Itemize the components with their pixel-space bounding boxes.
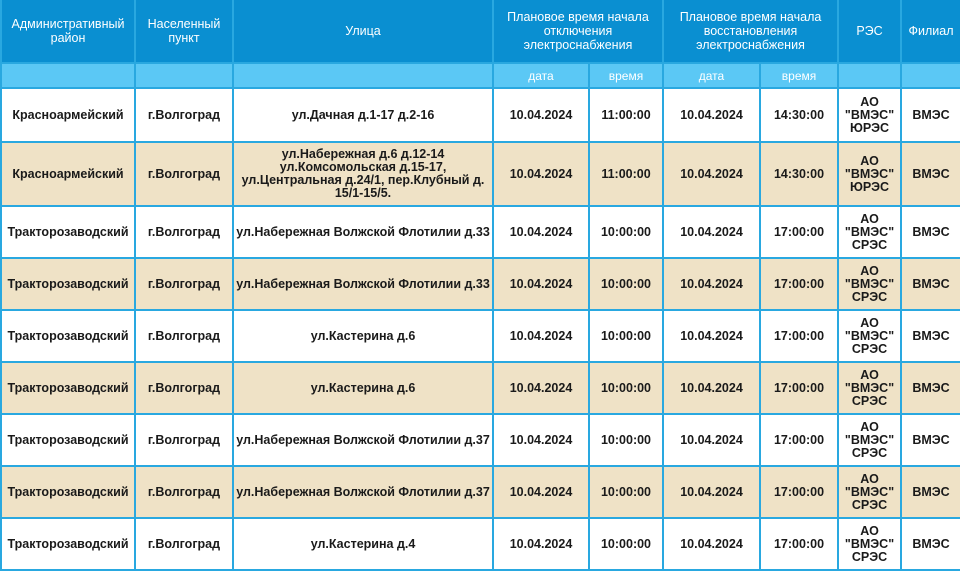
header-row [1, 0, 960, 63]
table-row [1, 258, 960, 310]
table-row [1, 466, 960, 518]
cell-locality: г.Волгоград [135, 518, 233, 570]
cell-branch: ВМЭС [901, 206, 960, 258]
subheader-empty [233, 63, 493, 88]
subheader-empty [1, 63, 135, 88]
cell-on-time: 17:00:00 [760, 206, 838, 258]
cell-on-date: 10.04.2024 [663, 88, 760, 142]
cell-off-date: 10.04.2024 [493, 258, 589, 310]
cell-off-date: 10.04.2024 [493, 466, 589, 518]
cell-on-time: 17:00:00 [760, 414, 838, 466]
cell-locality: г.Волгоград [135, 466, 233, 518]
cell-res: АО "ВМЭС" ЮРЭС [838, 88, 901, 142]
cell-branch: ВМЭС [901, 518, 960, 570]
cell-district: Тракторозаводский [1, 362, 135, 414]
cell-district: Красноармейский [1, 142, 135, 206]
table-row [1, 206, 960, 258]
cell-on-time: 17:00:00 [760, 258, 838, 310]
cell-branch: ВМЭС [901, 362, 960, 414]
cell-off-date: 10.04.2024 [493, 414, 589, 466]
cell-street: ул.Кастерина д.4 [233, 518, 493, 570]
table-row [1, 310, 960, 362]
cell-off-time: 11:00:00 [589, 88, 663, 142]
cell-district: Тракторозаводский [1, 414, 135, 466]
cell-street: ул.Кастерина д.6 [233, 362, 493, 414]
cell-street: ул.Набережная Волжской Флотилии д.37 [233, 414, 493, 466]
cell-off-date: 10.04.2024 [493, 310, 589, 362]
cell-locality: г.Волгоград [135, 88, 233, 142]
cell-off-time: 10:00:00 [589, 310, 663, 362]
table-row [1, 414, 960, 466]
cell-res: АО "ВМЭС" СРЭС [838, 414, 901, 466]
cell-res: АО "ВМЭС" ЮРЭС [838, 142, 901, 206]
cell-on-time: 14:30:00 [760, 142, 838, 206]
cell-district: Тракторозаводский [1, 258, 135, 310]
cell-on-date: 10.04.2024 [663, 258, 760, 310]
cell-off-date: 10.04.2024 [493, 142, 589, 206]
cell-res: АО "ВМЭС" СРЭС [838, 258, 901, 310]
cell-street: ул.Набережная д.6 д.12-14 ул.Комсомольская д.15-17, ул.Центральная д.24/1, пер.Клубный д. 15/1-15/5. [233, 142, 493, 206]
cell-on-date: 10.04.2024 [663, 518, 760, 570]
cell-locality: г.Волгоград [135, 362, 233, 414]
cell-on-time: 17:00:00 [760, 310, 838, 362]
col-header-branch: Филиал [901, 0, 960, 63]
cell-on-date: 10.04.2024 [663, 310, 760, 362]
subheader-on-date: дата [663, 63, 760, 88]
cell-res: АО "ВМЭС" СРЭС [838, 310, 901, 362]
subheader-empty [901, 63, 960, 88]
table-row [1, 518, 960, 570]
subheader-empty [838, 63, 901, 88]
cell-branch: ВМЭС [901, 310, 960, 362]
subheader-row [1, 63, 960, 88]
cell-on-date: 10.04.2024 [663, 206, 760, 258]
cell-street: ул.Кастерина д.6 [233, 310, 493, 362]
cell-district: Красноармейский [1, 88, 135, 142]
cell-off-time: 10:00:00 [589, 466, 663, 518]
col-header-street: Улица [233, 0, 493, 63]
col-header-off-time: Плановое время начала отключения электроснабжения [493, 0, 663, 63]
cell-on-time: 14:30:00 [760, 88, 838, 142]
cell-locality: г.Волгоград [135, 258, 233, 310]
cell-branch: ВМЭС [901, 258, 960, 310]
col-header-locality: Населенный пункт [135, 0, 233, 63]
cell-off-time: 10:00:00 [589, 258, 663, 310]
cell-branch: ВМЭС [901, 88, 960, 142]
cell-on-time: 17:00:00 [760, 362, 838, 414]
cell-locality: г.Волгоград [135, 142, 233, 206]
cell-locality: г.Волгоград [135, 414, 233, 466]
cell-district: Тракторозаводский [1, 206, 135, 258]
cell-locality: г.Волгоград [135, 206, 233, 258]
cell-branch: ВМЭС [901, 414, 960, 466]
cell-res: АО "ВМЭС" СРЭС [838, 362, 901, 414]
cell-branch: ВМЭС [901, 142, 960, 206]
table-row [1, 362, 960, 414]
cell-on-time: 17:00:00 [760, 466, 838, 518]
cell-street: ул.Дачная д.1-17 д.2-16 [233, 88, 493, 142]
subheader-on-time: время [760, 63, 838, 88]
cell-off-time: 10:00:00 [589, 362, 663, 414]
col-header-district: Административный район [1, 0, 135, 63]
cell-off-time: 10:00:00 [589, 206, 663, 258]
cell-on-date: 10.04.2024 [663, 414, 760, 466]
cell-district: Тракторозаводский [1, 310, 135, 362]
cell-off-date: 10.04.2024 [493, 206, 589, 258]
cell-res: АО "ВМЭС" СРЭС [838, 518, 901, 570]
cell-street: ул.Набережная Волжской Флотилии д.33 [233, 258, 493, 310]
cell-street: ул.Набережная Волжской Флотилии д.33 [233, 206, 493, 258]
cell-off-time: 10:00:00 [589, 518, 663, 570]
subheader-empty [135, 63, 233, 88]
cell-branch: ВМЭС [901, 466, 960, 518]
cell-on-date: 10.04.2024 [663, 142, 760, 206]
table-row [1, 142, 960, 206]
cell-off-date: 10.04.2024 [493, 362, 589, 414]
cell-res: АО "ВМЭС" СРЭС [838, 466, 901, 518]
cell-district: Тракторозаводский [1, 518, 135, 570]
col-header-on-time: Плановое время начала восстановления электроснабжения [663, 0, 838, 63]
cell-district: Тракторозаводский [1, 466, 135, 518]
cell-off-time: 10:00:00 [589, 414, 663, 466]
subheader-off-date: дата [493, 63, 589, 88]
cell-res: АО "ВМЭС" СРЭС [838, 206, 901, 258]
col-header-res: РЭС [838, 0, 901, 63]
cell-off-time: 11:00:00 [589, 142, 663, 206]
cell-on-date: 10.04.2024 [663, 466, 760, 518]
cell-locality: г.Волгоград [135, 310, 233, 362]
cell-on-time: 17:00:00 [760, 518, 838, 570]
cell-off-date: 10.04.2024 [493, 518, 589, 570]
table-row [1, 88, 960, 142]
cell-on-date: 10.04.2024 [663, 362, 760, 414]
cell-off-date: 10.04.2024 [493, 88, 589, 142]
cell-street: ул.Набережная Волжской Флотилии д.37 [233, 466, 493, 518]
subheader-off-time: время [589, 63, 663, 88]
